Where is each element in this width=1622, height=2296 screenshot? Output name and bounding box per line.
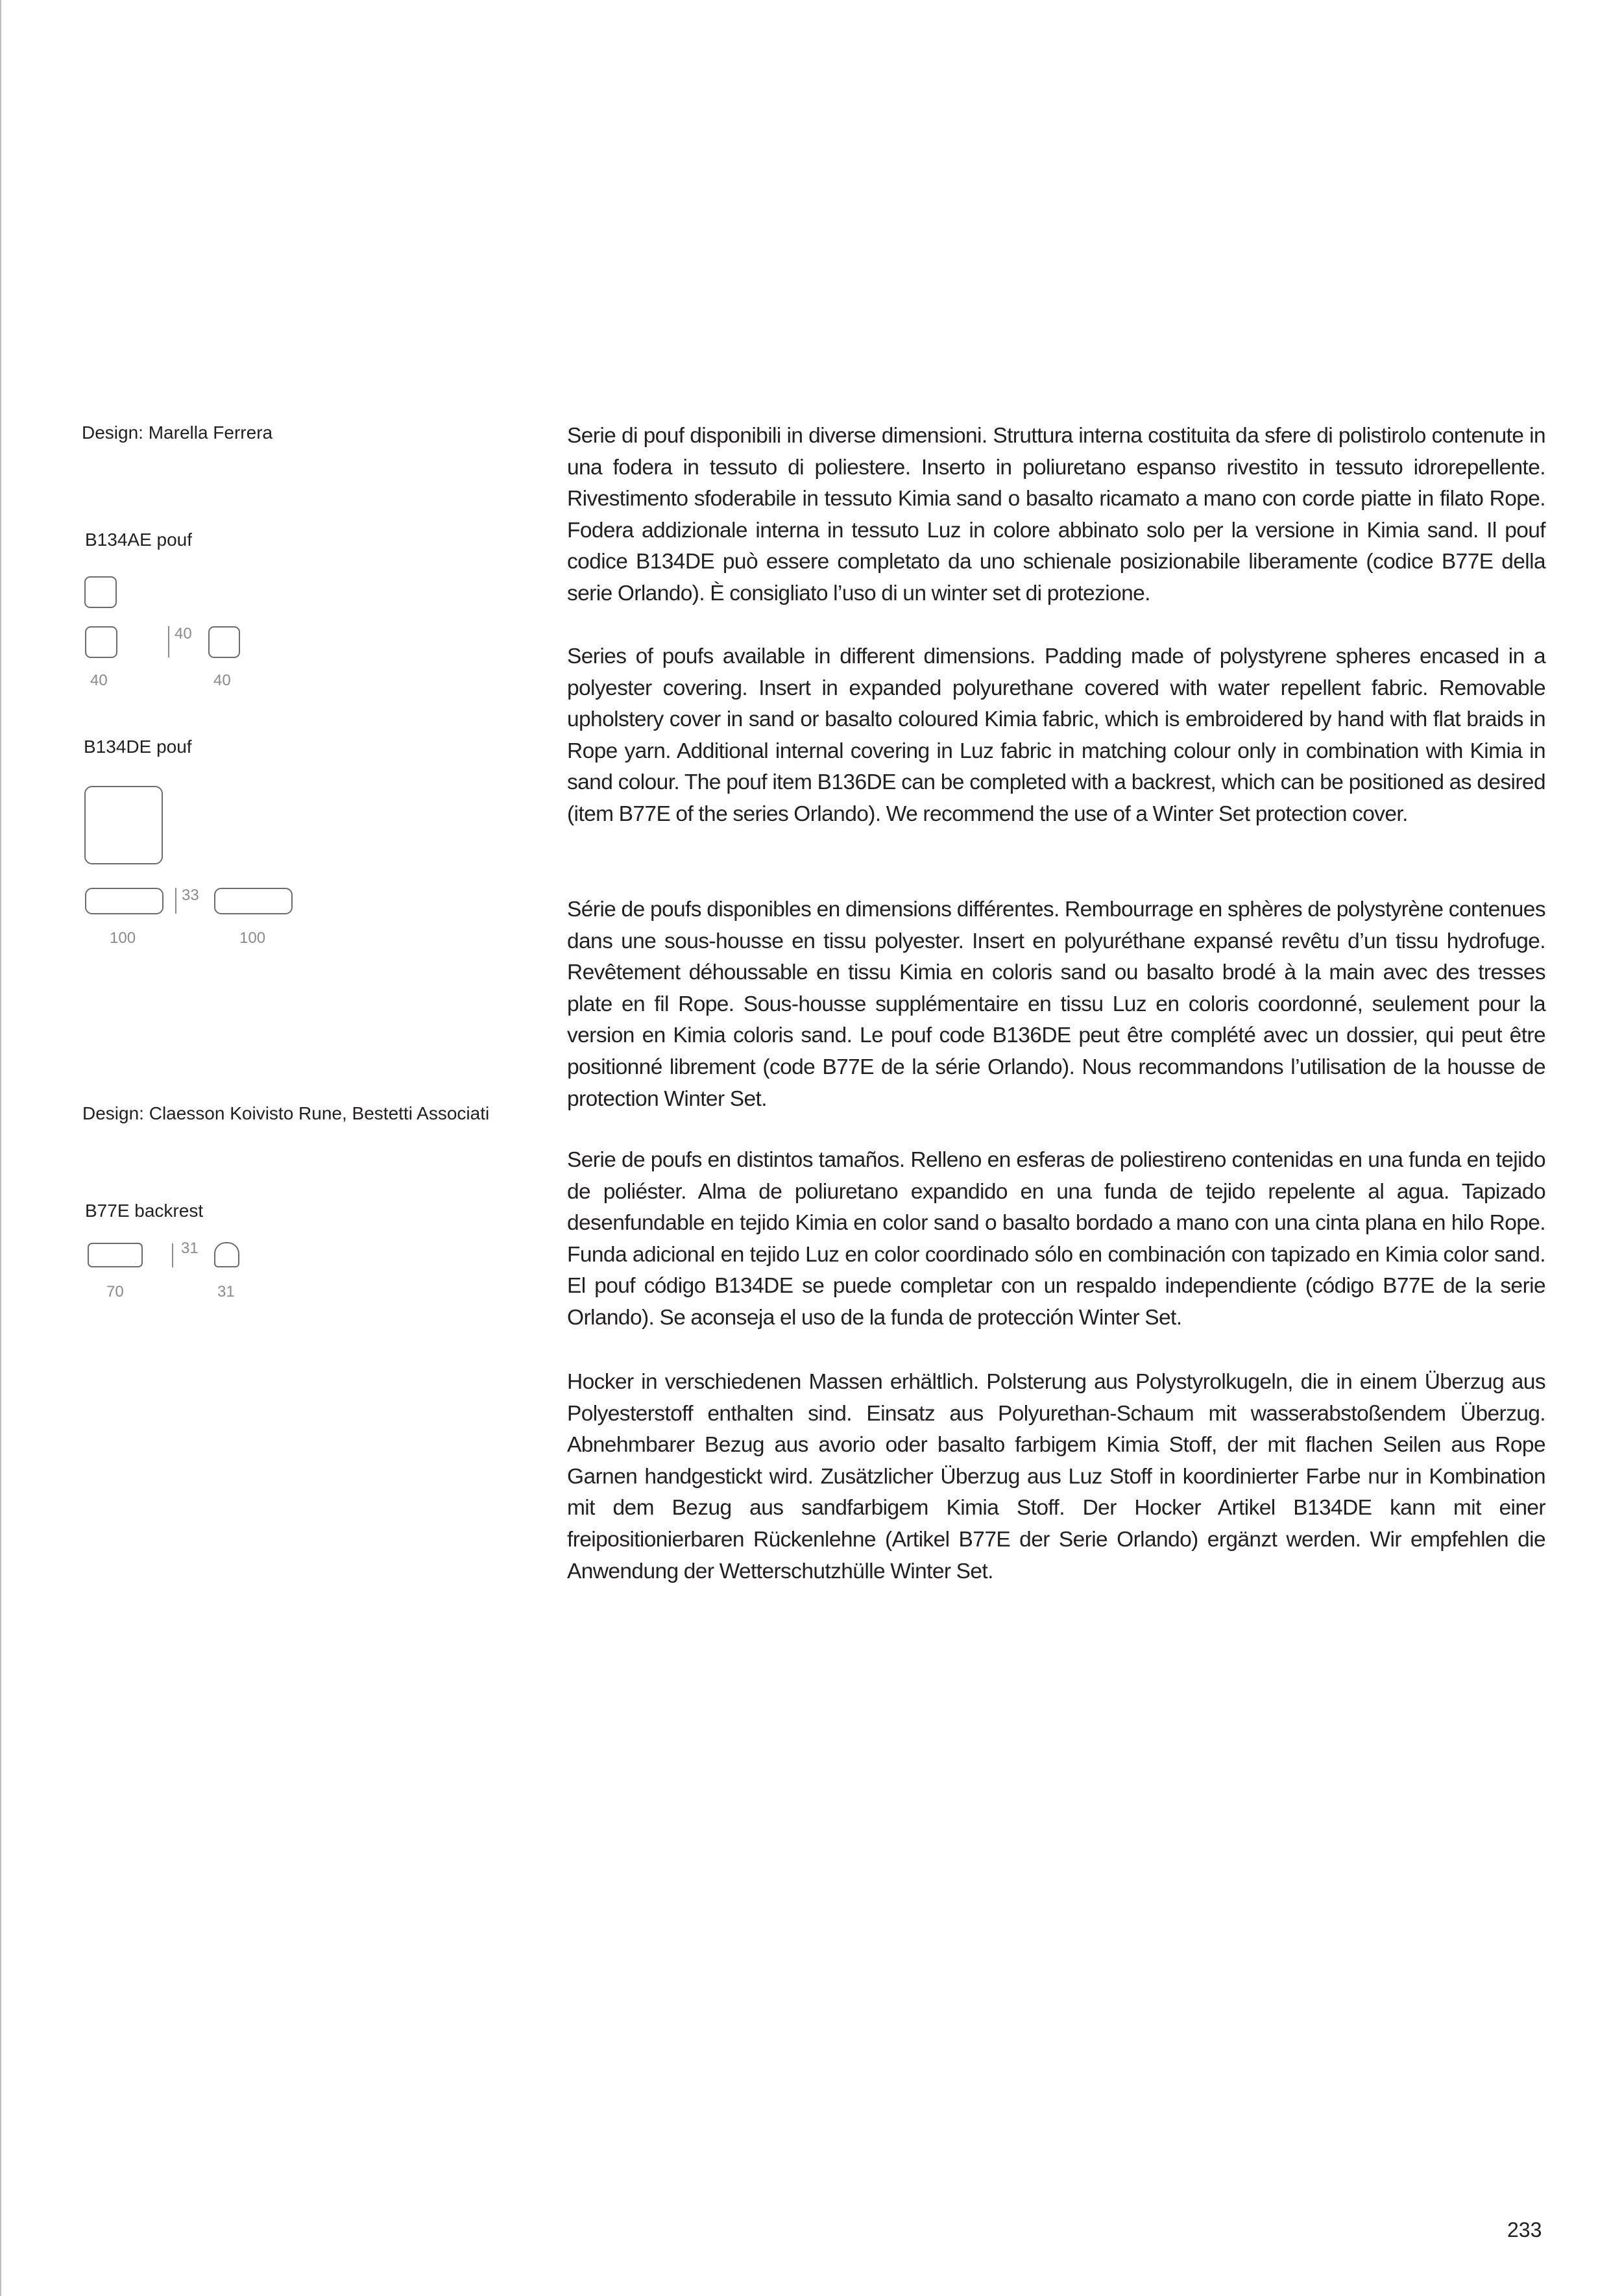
front-view-drawing	[88, 1243, 143, 1267]
top-view-drawing	[84, 786, 163, 864]
description-french: Série de poufs disponibles en dimensions différentes. Rembourrage en sphères de polystyrène contenues dans une sous-housse en tissu polyester. Insert en polyuréthane expansé revêtu d’un tissu hydrofuge. Revêtement déhoussable en tissu Kimia en coloris sand ou basalto brodé à la main avec des tresses plate en fil Rope. Sous-housse supplémentaire en tissu Luz en coloris coordonné, seulement pour la version en Kimia coloris sand. Le pouf code B136DE peut être complété avec un dossier, qui peut être positionné librement (code B77E de la série Orlando). Nous recommandons l’utilisation de la housse de protection Winter Set.	[567, 898, 1545, 1111]
description-german: Hocker in verschiedenen Massen erhältlich. Polsterung aus Polystyrolkugeln, die in einem Überzug aus Polyesterstoff enthalten sind. Einsatz aus Polyurethan-Schaum mit wasserabstoßendem Überzug. Abnehmbarer Bezug aus avorio oder basalto farbigem Kimia Stoff, der mit flachen Seilen aus Rope Garnen handgestickt wird. Zusätzlicher Überzug aus Luz Stoff in koordinierter Farbe nur in Kombination mit dem Bezug aus sandfarbigem Kimia Stoff. Der Hocker Artikel B134DE kann mit einer freipositionierbaren Rückenlehne (Artikel B77E der Serie Orlando) ergänzt werden. Wir empfehlen die Anwendung der Wetterschutzhülle Winter Set.	[567, 1370, 1545, 1583]
depth-dimension-value: 40	[213, 672, 231, 689]
depth-dimension-value: 31	[217, 1283, 235, 1301]
width-dimension-value: 100	[110, 929, 136, 947]
product-code-label: B77E backrest	[85, 1201, 204, 1221]
width-dimension-value: 70	[106, 1283, 124, 1301]
description-italian: Serie di pouf disponibili in diverse dimensioni. Struttura interna costituita da sfere di polistirolo contenute in una fodera in tessuto di poliestere. Inserto in poliuretano espanso rivestito in tessuto idrorepellente. Rivestimento sfoderabile in tessuto Kimia sand o basalto ricamato a mano con corde piatte in filato Rope. Fodera addizionale interna in tessuto Luz in colore abbinato solo per la versione in Kimia sand. Il pouf codice B134DE può essere completato da uno schienale posizionabile liberamente (codice B77E della serie Orlando). È consigliato l’uso di un winter set di protezione.	[567, 424, 1545, 605]
designer-credit: Design: Marella Ferrera	[82, 422, 273, 443]
width-dimension-value: 40	[90, 672, 108, 689]
height-dimension-value: 40	[175, 625, 192, 642]
page-number: 233	[1507, 2218, 1542, 2241]
height-dimension-value: 33	[182, 886, 199, 904]
product-code-label: B134AE pouf	[85, 530, 193, 550]
height-dimension-value: 31	[181, 1240, 199, 1257]
designer-credit: Design: Claesson Koivisto Rune, Bestetti Associati	[82, 1103, 490, 1123]
height-dimension-line	[175, 888, 176, 914]
page-edge	[0, 0, 1, 2296]
description-spanish: Serie de poufs en distintos tamaños. Relleno en esferas de poliestireno contenidas en una funda en tejido de poliéster. Alma de poliuretano expandido en una funda de tejido repelente al agua. Tapizado desenfundable en tejido Kimia en color sand o basalto bordado a mano con una cinta plana en hilo Rope. Funda adicional en tejido Luz en color coordinado sólo en combinación con tapizado en Kimia color sand. El pouf código B134DE se puede completar con un respaldo independiente (código B77E de la serie Orlando). Se aconseja el uso de la funda de protección Winter Set.	[567, 1148, 1545, 1330]
front-view-drawing	[85, 888, 163, 914]
side-view-drawing	[208, 626, 240, 658]
product-code-label: B134DE pouf	[84, 737, 192, 757]
description-english: Series of poufs available in different dimensions. Padding made of polystyrene spheres encased in a polyester covering. Insert in expanded polyurethane covered with water repellent fabric. Removable upholstery cover in sand or basalto coloured Kimia fabric, which is embroidered by hand with flat braids in Rope yarn. Additional internal covering in Luz fabric in matching colour only in combination with Kimia in sand colour. The pouf item B136DE can be completed with a backrest, which can be positioned as desired (item B77E of the series Orlando). We recommend the use of a Winter Set protection cover.	[567, 644, 1545, 826]
height-dimension-line	[172, 1243, 173, 1267]
height-dimension-line	[168, 626, 169, 657]
front-view-drawing	[85, 626, 117, 658]
side-view-drawing	[214, 888, 293, 914]
top-view-drawing	[84, 576, 117, 608]
side-view-drawing	[214, 1242, 239, 1267]
depth-dimension-value: 100	[239, 929, 266, 947]
